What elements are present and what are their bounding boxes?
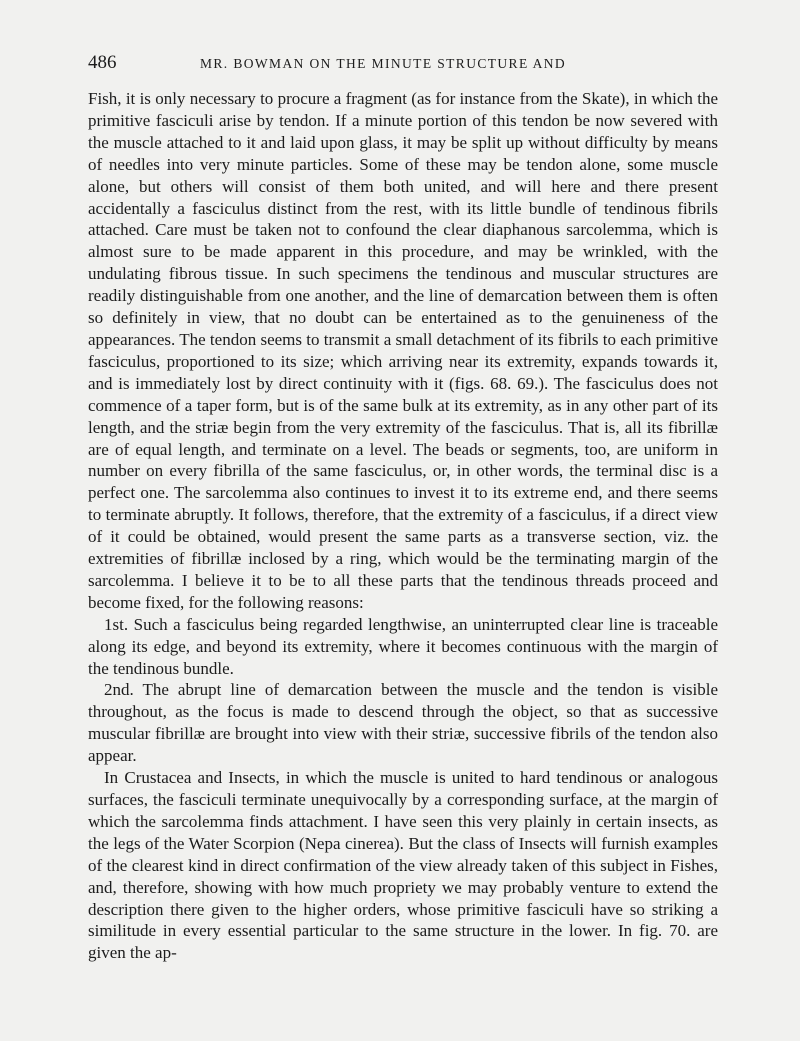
paragraph-crustacea-insects: In Crustacea and Insects, in which the muscle is united to hard tendinous or analogous surfaces, the fasciculi terminate unequivocally by a corresponding surface, at the margin of which the sarcolemma finds attachment. I have seen this very plainly in certain insects, as the legs of the Water Scorpion (Nepa cinerea). But the class of Insects will furnish examples of the clearest kind in direct confirmation of the view already taken of this subject in Fishes, and, therefore, showing with how much propriety we may probably venture to extend the description there given to the higher orders, whose primitive fasciculi have so striking a similitude in every essential particular to the same structure in the lower. In fig. 70. are given the ap- <box>88 768 718 963</box>
running-title: MR. BOWMAN ON THE MINUTE STRUCTURE AND <box>200 56 567 71</box>
page-number: 486 <box>88 52 117 73</box>
paragraph-continuation: Fish, it is only necessary to procure a fragment (as for instance from the Skate), in which the primitive fasciculi arise by tendon. If a minute portion of this tendon be now severed with the muscle attached to it and laid upon glass, it may be split up without difficulty by means of needles into very minute particles. Some of these may be tendon alone, some muscle alone, but others will consist of them both united, and will here and there present accidentally a fasciculus distinct from the rest, with its little bundle of tendinous fibrils attached. Care must be taken not to confound the clear diaphanous sarcolemma, which is almost sure to be made apparent in this procedure, and may be wrinkled, with the undulating fibrous tissue. In such specimens the tendinous and muscular structures are readily distinguishable from one another, and the line of demarcation between them is often so definitely in view, that no doubt can be entertained as to the genuineness of the appearances. The tendon seems to transmit a small detachment of its fibrils to each primitive fasciculus, proportioned to its size; which arriving near its extremity, expands towards it, and is immediately lost by direct continuity with it (figs. 68. 69.). The fasciculus does not commence of a taper form, but is of the same bulk at its extremity, as in any other part of its length, and the striæ begin from the very extremity of the fasciculus. That is, all its fibrillæ are of equal length, and terminate on a level. The beads or segments, too, are uniform in number on every fibrilla of the same fasciculus, or, in other words, the terminal disc is a perfect one. The sarcolemma also continues to invest it to its extreme end, and there seems to terminate abruptly. It follows, therefore, that the extremity of a fasciculus, if a direct view of it could be obtained, would present the same parts as a transverse section, viz. the extremities of fibrillæ inclosed by a ring, which would be the terminating margin of the sarcolemma. I believe it to be to all these parts that the tendinous threads proceed and become fixed, for the following reasons: <box>88 89 718 612</box>
running-head <box>88 52 718 74</box>
body-text <box>88 88 718 964</box>
paragraph-reason-second: 2nd. The abrupt line of demarcation between the muscle and the tendon is visible throughout, as the focus is made to descend through the object, so that as successive muscular fibrillæ are brought into view with their striæ, successive fibrils of the tendon also appear. <box>88 680 718 766</box>
paragraph-reason-first: 1st. Such a fasciculus being regarded lengthwise, an uninterrupted clear line is traceable along its edge, and beyond its extremity, where it becomes continuous with the margin of the tendinous bundle. <box>88 614 718 678</box>
